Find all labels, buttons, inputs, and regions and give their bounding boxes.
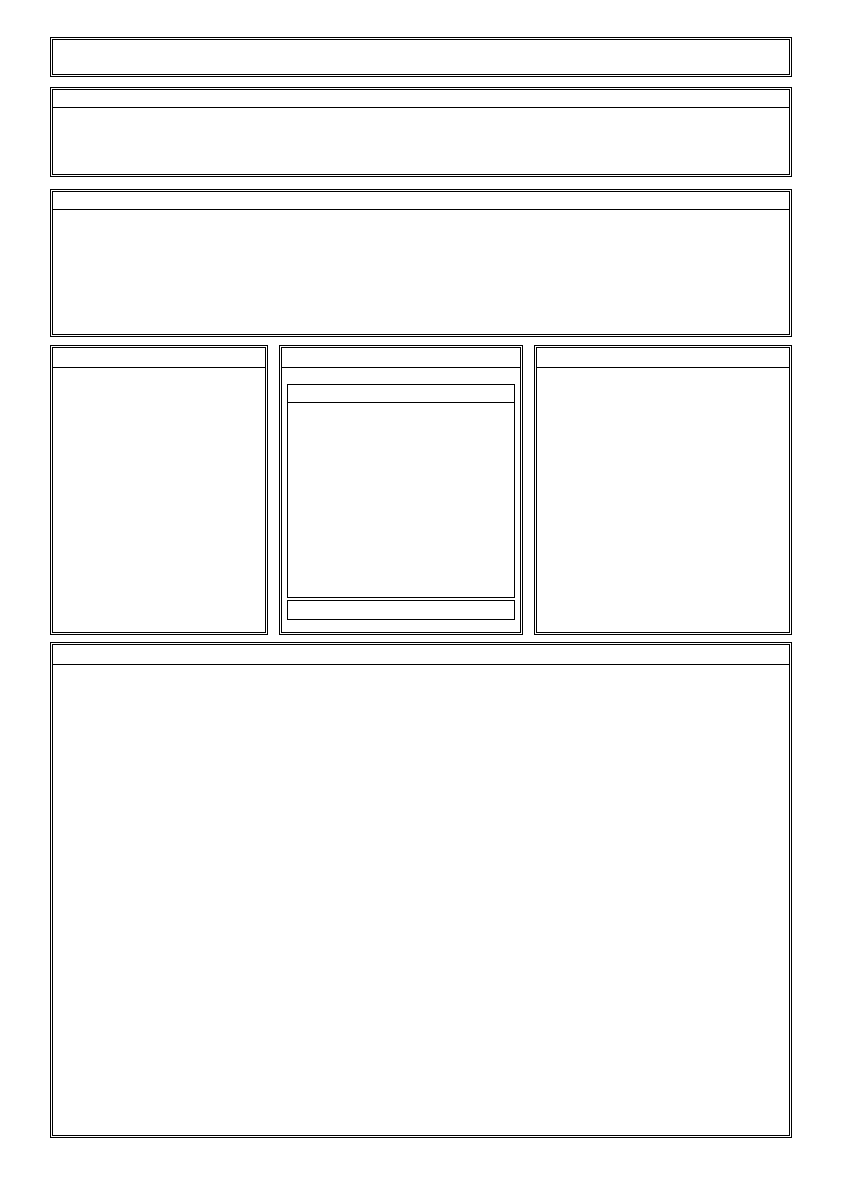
committee-body (288, 403, 514, 408)
current-status-box (50, 87, 792, 177)
current-status-body (53, 108, 789, 110)
school-box (279, 345, 523, 635)
agencies-heading (537, 348, 789, 368)
basic-approach-box (50, 189, 792, 337)
title-box (50, 37, 792, 77)
practice-sections (53, 665, 789, 1135)
practice-box (50, 642, 792, 1138)
guardian-heading (53, 348, 265, 368)
practice-heading (53, 645, 789, 665)
current-status-heading (53, 90, 789, 108)
basic-approach-heading (53, 192, 789, 210)
guardian-body (53, 368, 265, 373)
agencies-box (534, 345, 792, 635)
agencies-body (537, 368, 789, 373)
committee-box (287, 384, 515, 598)
all-staff-box (287, 600, 515, 620)
guardian-box (50, 345, 268, 635)
basic-approach-body (53, 210, 789, 212)
school-heading (282, 348, 520, 368)
committee-heading (288, 385, 514, 403)
